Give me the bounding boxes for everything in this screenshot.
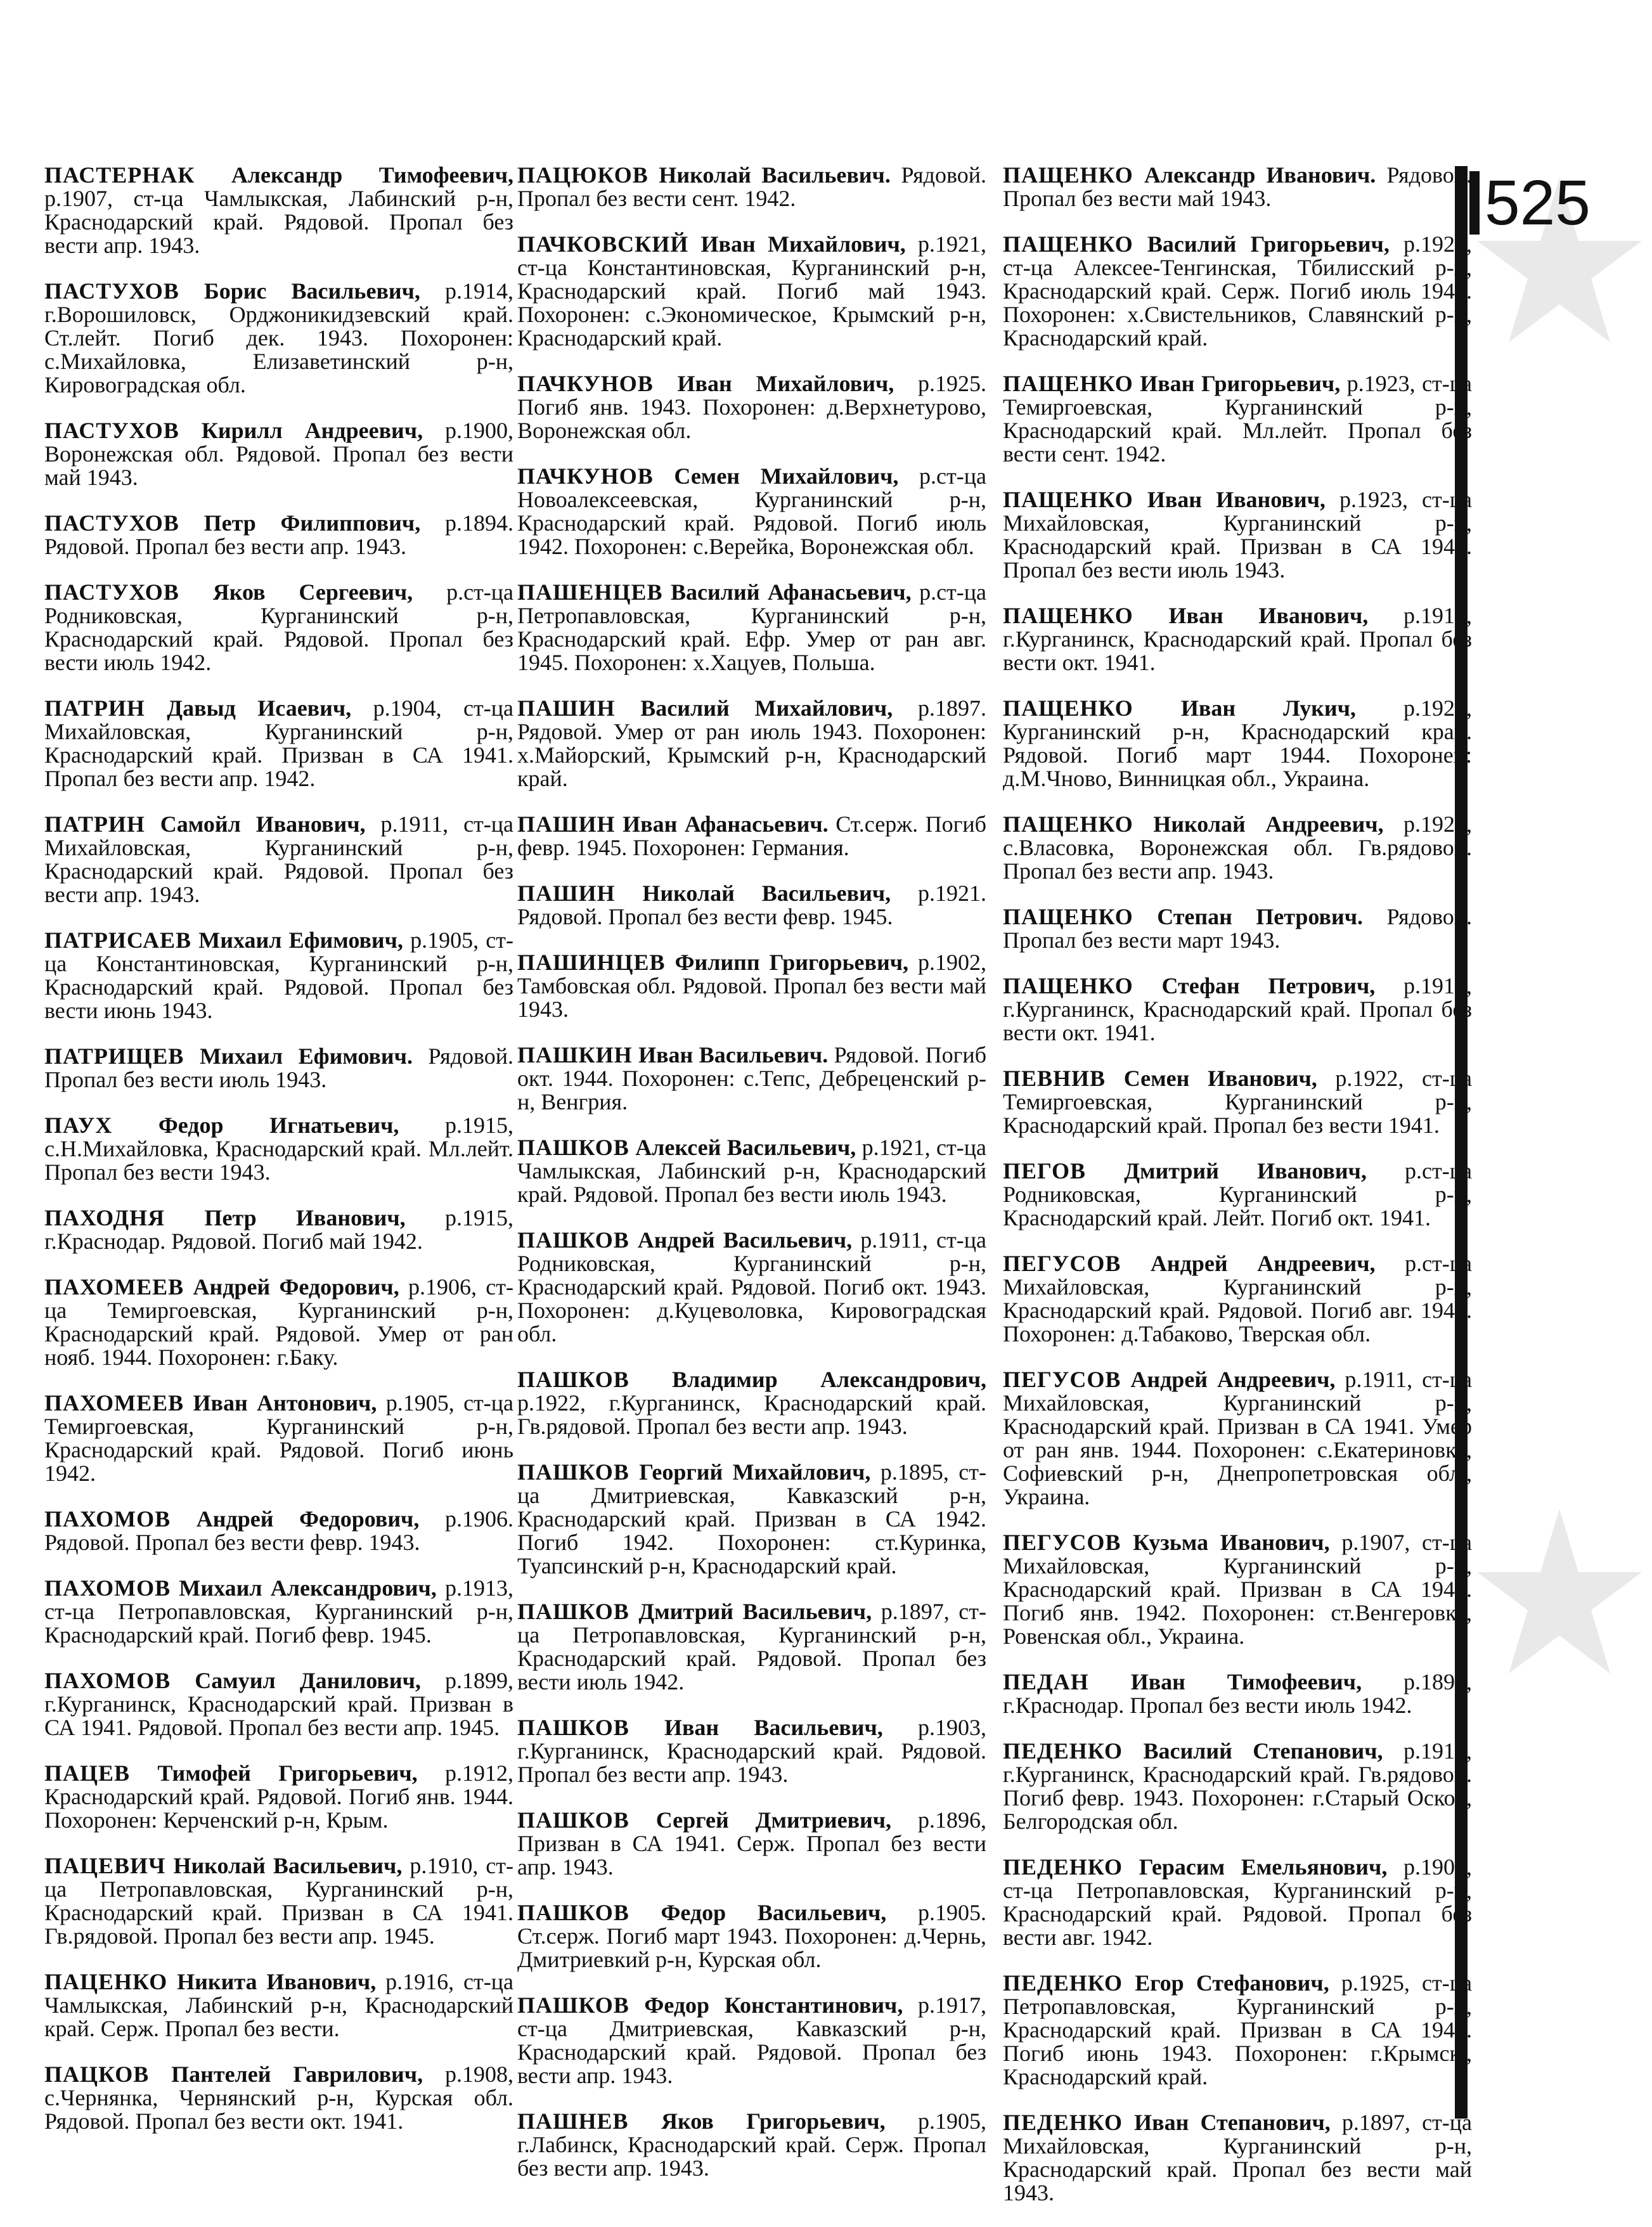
entry-given-names: Михаил Александрович, [179, 1575, 437, 1601]
entry-surname: ПАЩЕНКО [1003, 695, 1133, 721]
memorial-entry [517, 951, 986, 1021]
entry-details: р.1905, ст-ца Темиргоевская, Курганинский р-н, Краснодарский край. Рядовой. Погиб июнь 1942. [44, 1390, 514, 1486]
entry-details: Рядовой. Пропал без вести сент. 1942. [517, 162, 986, 211]
entry-given-names: Александр Тимофеевич, [231, 162, 513, 188]
entry-details: р.1911, ст-ца Михайловская, Курганинский р-н, Краснодарский край. Рядовой. Пропал без вести апр. 1943. [44, 811, 514, 907]
entry-given-names: Андрей Андреевич, [1150, 1251, 1376, 1276]
entry-given-names: Петр Иванович, [204, 1205, 406, 1230]
memorial-entry [44, 419, 513, 489]
memorial-entry [1003, 164, 1472, 210]
entry-details: р.1922, г.Курганинск, Краснодарский край. Гв.рядовой. Пропал без вести апр. 1943. [517, 1390, 986, 1439]
entry-surname: ПАЩЕНКО [1003, 371, 1133, 396]
memorial-entry [44, 512, 513, 558]
entry-given-names: Николай Васильевич, [642, 881, 891, 906]
memorial-entry [1003, 1531, 1472, 1648]
entry-surname: ПАСТЕРНАК [44, 162, 195, 188]
entry-surname: ПАХОМЕЕВ [44, 1274, 184, 1300]
memorial-entry [44, 1854, 513, 1948]
entry-surname: ПАСТУХОВ [44, 579, 179, 605]
entry-given-names: Иван Васильевич. [638, 1042, 829, 1068]
entry-given-names: Степан Петрович. [1157, 904, 1364, 929]
entry-details: р.1925, ст-ца Петропавловская, Курганинский р-н, Краснодарский край. Призван в СА 1943. Погиб июнь 1943. Похоронен: г.Крымск., Краснодарский край. [1003, 1970, 1473, 2089]
entry-details: р.ст-ца Петропавловская, Курганинский р-н, Краснодарский край. Ефр. Умер от ран авг. 1945. Похоронен: х.Хацуев, Польша. [517, 579, 987, 675]
entry-given-names: Николай Андреевич, [1153, 811, 1384, 837]
memorial-entry [517, 581, 986, 675]
entry-given-names: Стефан Петрович, [1161, 973, 1376, 998]
entry-given-names: Самойл Иванович, [160, 811, 366, 837]
memorial-entry [44, 581, 513, 675]
memorial-entry [44, 2063, 513, 2133]
entry-details: р.ст-ца Михайловская, Курганинский р-н, Краснодарский край. Рядовой. Погиб авг. 1942. Похоронен: д.Табаково, Тверская обл. [1003, 1251, 1473, 1346]
entry-surname: ПАЩЕНКО [1003, 811, 1133, 837]
entry-given-names: Герасим Емельянович, [1139, 1854, 1388, 1880]
entry-surname: ПАЦЕВ [44, 1760, 131, 1786]
memorial-entry [517, 1716, 986, 1786]
memorial-entry [1003, 1972, 1472, 2089]
entry-surname: ПАШКОВ [517, 1900, 629, 1925]
entry-given-names: Федор Игнатьевич, [158, 1113, 399, 1138]
entry-surname: ПАЧКУНОВ [517, 463, 654, 489]
entry-details: р.1921, ст-ца Чамлыкская, Лабинский р-н, Краснодарский край. Рядовой. Пропал без вести июль 1943. [517, 1135, 986, 1207]
entry-surname: ПЕГУСОВ [1003, 1530, 1121, 1555]
entry-details: р.ст-ца Родниковская, Курганинский р-н, Краснодарский край. Лейт. Погиб окт. 1941. [1003, 1158, 1472, 1230]
entry-details: р.1912, г.Курганинск, Краснодарский край. Гв.рядовой. Погиб февр. 1943. Похоронен: г.Старый Оскол, Белгородская обл. [1003, 1738, 1472, 1834]
memorial-entry [44, 697, 513, 791]
memorial-entry [1003, 697, 1472, 791]
entry-details: р.1923, ст-ца Михайловская, Курганинский р-н, Краснодарский край. Призван в СА 1941. Пропал без вести июль 1943. [1003, 487, 1472, 583]
entry-given-names: Василий Афанасьевич, [671, 579, 912, 605]
entry-surname: ПАЦЮКОВ [517, 162, 649, 188]
memorial-entry [44, 1507, 513, 1554]
entry-surname: ПАХОМОВ [44, 1506, 171, 1532]
memorial-entry [1003, 1252, 1472, 1346]
memorial-entry [1003, 1856, 1472, 1949]
entry-details: р.1906, ст-ца Темиргоевская, Курганинский р-н, Краснодарский край. Рядовой. Умер от ран нояб. 1944. Похоронен: г.Баку. [44, 1274, 514, 1370]
entry-surname: ПЕДЕНКО [1003, 2110, 1123, 2135]
entry-surname: ПАХОМОВ [44, 1668, 171, 1693]
entry-details: р.1908, с.Чернянка, Чернянский р-н, Курская обл. Рядовой. Пропал без вести окт. 1941. [44, 2062, 514, 2134]
memorial-entry [1003, 233, 1472, 350]
memorial-entry [44, 1391, 513, 1485]
entry-given-names: Сергей Дмитриевич, [655, 1807, 892, 1833]
entry-surname: ПАШКИН [517, 1042, 633, 1068]
entry-details: р.1917, ст-ца Дмитриевская, Кавказский р-н, Краснодарский край. Рядовой. Пропал без вести апр. 1943. [517, 1992, 986, 2088]
entry-given-names: Иван Григорьевич, [1140, 371, 1341, 396]
entry-details: Рядовой. Пропал без вести май 1943. [1003, 162, 1473, 211]
entry-surname: ПАШКОВ [517, 1807, 629, 1833]
entry-given-names: Иван Михайлович, [677, 371, 894, 396]
entry-given-names: Тимофей Григорьевич, [157, 1760, 418, 1786]
entry-surname: ПАШИН [517, 881, 616, 906]
memorial-entry [517, 372, 986, 442]
entry-surname: ПЕДЕНКО [1003, 1970, 1123, 1996]
memorial-entry [517, 1901, 986, 1972]
entry-details: р.1903, г.Курганинск, Краснодарский край. Рядовой. Пропал без вести апр. 1943. [517, 1715, 986, 1787]
entry-surname: ПАШИН [517, 811, 616, 837]
entry-details: р.1910, г.Курганинск, Краснодарский край. Пропал без вести окт. 1941. [1003, 603, 1473, 675]
entry-given-names: Дмитрий Иванович, [1124, 1158, 1367, 1184]
entry-details: р.1922, ст-ца Темиргоевская, Курганинский р-н, Краснодарский край. Пропал без вести 1941. [1003, 1066, 1472, 1138]
entry-details: р.1915, с.Н.Михайловка, Краснодарский край. Мл.лейт. Пропал без вести 1943. [44, 1113, 513, 1185]
entry-surname: ПАШИН [517, 695, 616, 721]
entry-given-names: Иван Афанасьевич. [623, 811, 829, 837]
entry-surname: ПАХОМЕЕВ [44, 1390, 184, 1416]
entry-given-names: Иван Иванович, [1168, 603, 1369, 628]
entry-given-names: Андрей Федорович, [193, 1274, 399, 1300]
memorial-entry [517, 1600, 986, 1694]
memorial-entry [1003, 1159, 1472, 1230]
page-number: 525 [1485, 167, 1591, 238]
entry-surname: ПАХОМОВ [44, 1575, 171, 1601]
memorial-entry [517, 1809, 986, 1879]
entry-details: р.ст-ца Родниковская, Курганинский р-н, Краснодарский край. Рядовой. Пропал без вести июль 1942. [44, 579, 514, 675]
entry-given-names: Пантелей Гаврилович, [171, 2062, 423, 2087]
memorial-entry [44, 1206, 513, 1253]
memorial-entry [1003, 1368, 1472, 1509]
memorial-entry [44, 813, 513, 907]
entry-given-names: Петр Филиппович, [203, 510, 421, 536]
entry-surname: ПАЩЕНКО [1003, 487, 1133, 512]
memorial-entry [44, 1577, 513, 1647]
entry-surname: ПАЩЕНКО [1003, 904, 1133, 929]
memorial-entry [44, 1114, 513, 1184]
memorial-entry [1003, 1670, 1472, 1717]
entry-details: р.1910, г.Курганинск, Краснодарский край. Пропал без вести окт. 1941. [1003, 973, 1473, 1045]
entry-surname: ПЕГУСОВ [1003, 1251, 1121, 1276]
memorial-entry [44, 1762, 513, 1832]
entry-given-names: Алексей Васильевич, [635, 1135, 856, 1160]
entry-details: р.1911, ст-ца Родниковская, Курганинский р-н, Краснодарский край. Рядовой. Погиб окт. 1943. Похоронен: д.Куцеволовка, Кировоградская обл. [517, 1227, 986, 1346]
memorial-entry [1003, 2111, 1472, 2205]
memorial-entry [44, 929, 513, 1023]
entry-given-names: Яков Григорьевич, [661, 2108, 886, 2134]
entry-surname: ПАШКОВ [517, 1367, 629, 1392]
entry-given-names: Егор Стефанович, [1135, 1970, 1329, 1996]
entry-details: р.1897. Рядовой. Умер от ран июль 1943. Похоронен: х.Майорский, Крымский р-н, Краснодарский край. [517, 695, 986, 791]
entry-surname: ПАШНЕВ [517, 2108, 629, 2134]
entry-surname: ПАШКОВ [517, 1227, 629, 1253]
entry-surname: ПАСТУХОВ [44, 418, 179, 443]
memorial-entry [517, 233, 986, 350]
entry-details: р.1897, ст-ца Михайловская, Курганинский р-н, Краснодарский край. Пропал без вести май 1943. [1003, 2110, 1473, 2205]
entry-details: Ст.серж. Погиб февр. 1945. Похоронен: Германия. [517, 811, 986, 860]
memorial-entry [1003, 813, 1472, 883]
entry-given-names: Андрей Васильевич, [637, 1227, 853, 1253]
memorial-entry [1003, 488, 1472, 582]
entry-details: Рядовой. Погиб окт. 1944. Похоронен: с.Тепс, Дебреценский р-н, Венгрия. [517, 1042, 987, 1114]
entry-details: Рядовой. Пропал без вести июль 1943. [44, 1043, 514, 1092]
entry-surname: ПЕГОВ [1003, 1158, 1087, 1184]
memorial-entry [517, 1994, 986, 2088]
memorial-entry [1003, 974, 1472, 1045]
entry-given-names: Иван Иванович, [1147, 487, 1326, 512]
entry-details: р.1907, ст-ца Михайловская, Курганинский р-н, Краснодарский край. Призван в СА 1941. Погиб янв. 1942. Похоронен: ст.Венгеровка, Ровенская обл., Украина. [1003, 1530, 1473, 1649]
entry-given-names: Василий Григорьевич, [1147, 231, 1390, 257]
entry-surname: ПАЧКУНОВ [517, 371, 654, 396]
entry-given-names: Василий Михайлович, [640, 695, 893, 721]
entry-details: р.1925, с.Власовка, Воронежская обл. Гв.рядовой. Пропал без вести апр. 1943. [1003, 811, 1473, 884]
entry-details: р.1913, ст-ца Петропавловская, Курганинский р-н, Краснодарский край. Погиб февр. 1945. [44, 1575, 514, 1648]
memorial-entry [517, 1229, 986, 1346]
entry-details: р.1896, г.Краснодар. Пропал без вести июль 1942. [1003, 1669, 1472, 1718]
entry-given-names: Михаил Ефимович. [199, 1043, 413, 1069]
entry-details: р.1900, Воронежская обл. Рядовой. Пропал без вести май 1943. [44, 418, 514, 490]
entry-given-names: Василий Степанович, [1143, 1738, 1383, 1764]
entry-details: р.1916, ст-ца Чамлыкская, Лабинский р-н, Краснодарский край. Серж. Пропал без вести. [44, 1969, 513, 2041]
memorial-entry [44, 1669, 513, 1740]
entry-details: р.1914, г.Ворошиловск, Орджоникидзевский край. Ст.лейт. Погиб дек. 1943. Похоронен: с.Михайловка, Елизаветинский р-н, Кировоградская обл. [44, 278, 513, 397]
entry-details: р.1902, Тамбовская обл. Рядовой. Пропал без вести май 1943. [517, 950, 987, 1022]
entry-given-names: Семен Иванович, [1123, 1066, 1317, 1091]
entry-given-names: Андрей Андреевич, [1130, 1367, 1336, 1392]
entry-given-names: Иван Антонович, [193, 1390, 377, 1416]
entry-given-names: Александр Иванович. [1144, 162, 1376, 188]
entry-details: р.1899, г.Курганинск, Краснодарский край. Призван в СА 1941. Рядовой. Пропал без вести апр. 1945. [44, 1668, 513, 1740]
entry-given-names: Николай Васильевич, [173, 1853, 403, 1878]
entry-surname: ПАТРИЩЕВ [44, 1043, 184, 1069]
entry-details: р.1905, г.Лабинск, Краснодарский край. Серж. Пропал без вести апр. 1943. [517, 2108, 987, 2181]
entry-surname: ПАСТУХОВ [44, 510, 179, 536]
entry-surname: ПАШКОВ [517, 1459, 629, 1485]
entry-given-names: Самуил Данилович, [195, 1668, 421, 1693]
entry-details: р.1895, ст-ца Дмитриевская, Кавказский р-н, Краснодарский край. Призван в СА 1942. Погиб 1942. Похоронен: ст.Куринка, Туапсинский р-н, Краснодарский край. [517, 1459, 986, 1578]
entry-details: р.1923, ст-ца Темиргоевская, Курганинский р-н, Краснодарский край. Мл.лейт. Пропал без вести сент. 1942. [1003, 371, 1473, 467]
entry-surname: ПЕГУСОВ [1003, 1367, 1121, 1392]
column-middle [517, 164, 986, 2202]
entry-surname: ПАУХ [44, 1113, 113, 1138]
memorial-entry [517, 697, 986, 791]
entry-given-names: Борис Васильевич, [203, 278, 420, 304]
entry-details: р.1911, ст-ца Михайловская, Курганинский р-н, Краснодарский край. Призван в СА 1941. Умер от ран янв. 1944. Похоронен: с.Екатериновка, Софиевский р-н, Днепропетровская обл., Украина. [1003, 1367, 1473, 1509]
memorial-entry [1003, 1740, 1472, 1833]
entry-given-names: Филипп Григорьевич, [674, 950, 909, 975]
entry-details: р.1905. Ст.серж. Погиб март 1943. Похоронен: д.Чернь, Дмитриевкий р-н, Курская обл. [517, 1900, 987, 1972]
entry-surname: ПАЩЕНКО [1003, 162, 1133, 188]
entry-details: р.1915, г.Краснодар. Рядовой. Погиб май 1942. [44, 1205, 513, 1254]
entry-given-names: Дмитрий Васильевич, [638, 1599, 872, 1624]
entry-details: Рядовой. Пропал без вести март 1943. [1003, 904, 1473, 953]
entry-given-names: Николай Васильевич. [659, 162, 891, 188]
entry-given-names: Давыд Исаевич, [167, 695, 352, 721]
entry-surname: ПАСТУХОВ [44, 278, 179, 304]
entry-given-names: Кузьма Иванович, [1133, 1530, 1330, 1555]
entry-surname: ПЕДЕНКО [1003, 1854, 1123, 1880]
entry-details: р.1905, ст-ца Константиновская, Курганинский р-н, Краснодарский край. Рядовой. Пропал без вести июнь 1943. [44, 927, 514, 1023]
memorial-entry [517, 1043, 986, 1114]
entry-surname: ПАТРИН [44, 811, 145, 837]
entry-details: р.1904, ст-ца Михайловская, Курганинский р-н, Краснодарский край. Призван в СА 1941. Пропал без вести апр. 1942. [44, 695, 513, 791]
entry-surname: ПАШИНЦЕВ [517, 950, 666, 975]
entry-surname: ПАТРИН [44, 695, 145, 721]
memorial-entry [517, 164, 986, 210]
entry-given-names: Георгий Михайлович, [639, 1459, 871, 1485]
entry-surname: ПАХОДНЯ [44, 1205, 165, 1230]
entry-surname: ПАЦЕВИЧ [44, 1853, 166, 1878]
memorial-entry [1003, 372, 1472, 466]
memorial-entry [517, 813, 986, 860]
entry-surname: ПАЩЕНКО [1003, 973, 1133, 998]
entry-given-names: Михаил Ефимович, [198, 927, 403, 953]
entry-surname: ПЕВНИВ [1003, 1066, 1106, 1091]
memorial-entry [44, 1045, 513, 1092]
entry-details: р.1896, Призван в СА 1941. Серж. Пропал без вести апр. 1943. [517, 1807, 986, 1880]
entry-details: р.1924, Курганинский р-н, Краснодарский край. Рядовой. Погиб март 1944. Похоронен: д.М.Чново, Винницкая обл., Украина. [1003, 695, 1472, 791]
column-left [44, 164, 513, 2155]
entry-given-names: Яков Сергеевич, [212, 579, 413, 605]
memorial-entry [517, 1136, 986, 1206]
entry-details: р.1924, ст-ца Алексее-Тенгинская, Тбилисский р-н, Краснодарский край. Серж. Погиб июль 1943. Похоронен: х.Свистельников, Славянский р-н, Краснодарский край. [1003, 231, 1473, 351]
entry-details: р.1901, ст-ца Петропавловская, Курганинский р-н, Краснодарский край. Рядовой. Пропал без вести авг. 1942. [1003, 1854, 1472, 1950]
entry-details: р.1921, ст-ца Константиновская, Курганинский р-н, Краснодарский край. Погиб май 1943. Похоронен: с.Экономическое, Крымский р-н, Краснодарский край. [517, 231, 986, 351]
entry-details: р.1907, ст-ца Чамлыкская, Лабинский р-н, Краснодарский край. Рядовой. Пропал без вести апр. 1943. [44, 186, 513, 258]
entry-surname: ПАШКОВ [517, 1715, 629, 1740]
memorial-entry [44, 164, 513, 257]
entry-given-names: Федор Константинович, [644, 1992, 903, 2018]
entry-given-names: Иван Лукич, [1180, 695, 1356, 721]
memorial-entry [1003, 1067, 1472, 1137]
entry-details: р.1894. Рядовой. Пропал без вести апр. 1943. [44, 510, 514, 559]
entry-surname: ПАЦКОВ [44, 2062, 150, 2087]
entry-surname: ПАЩЕНКО [1003, 603, 1133, 628]
entry-surname: ПАЧКОВСКИЙ [517, 231, 689, 257]
memorial-entry [1003, 604, 1472, 675]
memorial-entry [517, 1368, 986, 1438]
memorial-entry [44, 280, 513, 397]
watermark-star-icon [1471, 139, 1648, 2168]
entry-details: р.1925. Погиб янв. 1943. Похоронен: д.Верхнетурово, Воронежская обл. [517, 371, 986, 443]
entry-given-names: Федор Васильевич, [661, 1900, 887, 1925]
entry-given-names: Андрей Федорович, [196, 1506, 420, 1532]
entry-details: р.ст-ца Новоалексеевская, Курганинский р-н, Краснодарский край. Рядовой. Погиб июль 1942. Похоронен: с.Верейка, Воронежская обл. [517, 463, 986, 559]
column-right [1003, 164, 1472, 2227]
entry-details: р.1912, Краснодарский край. Рядовой. Погиб янв. 1944. Похоронен: Керченский р-н, Крым. [44, 1760, 514, 1833]
entry-given-names: Иван Тимофеевич, [1130, 1669, 1362, 1694]
entry-details: р.1921. Рядовой. Пропал без вести февр. 1945. [517, 881, 986, 929]
entry-details: р.1906. Рядовой. Пропал без вести февр. 1943. [44, 1506, 513, 1555]
entry-surname: ПАШКОВ [517, 1992, 629, 2018]
entry-details: р.1910, ст-ца Петропавловская, Курганинский р-н, Краснодарский край. Призван в СА 1941. Гв.рядовой. Пропал без вести апр. 1945. [44, 1853, 513, 1949]
entry-surname: ПАЦЕНКО [44, 1969, 168, 1994]
entry-surname: ПАЩЕНКО [1003, 231, 1133, 257]
entry-surname: ПЕДАН [1003, 1669, 1089, 1694]
entry-surname: ПЕДЕНКО [1003, 1738, 1123, 1764]
memorial-entry [44, 1275, 513, 1369]
memorial-entry [1003, 905, 1472, 952]
entry-given-names: Семен Михайлович, [674, 463, 899, 489]
entry-given-names: Владимир Александрович, [672, 1367, 986, 1392]
memorial-entry [517, 465, 986, 558]
entry-details: р.1897, ст-ца Петропавловская, Курганинский р-н, Краснодарский край. Рядовой. Пропал без вести июль 1942. [517, 1599, 986, 1694]
entry-given-names: Кирилл Андреевич, [201, 418, 423, 443]
entry-given-names: Никита Иванович, [177, 1969, 377, 1994]
memorial-entry [517, 1461, 986, 1578]
entry-surname: ПАШКОВ [517, 1135, 629, 1160]
entry-given-names: Иван Михайлович, [700, 231, 906, 257]
entry-given-names: Иван Степанович, [1134, 2110, 1331, 2135]
entry-surname: ПАШЕНЦЕВ [517, 579, 663, 605]
entry-surname: ПАШКОВ [517, 1599, 629, 1624]
entry-surname: ПАТРИСАЕВ [44, 927, 192, 953]
memorial-entry [44, 1970, 513, 2041]
entry-given-names: Иван Васильевич, [664, 1715, 883, 1740]
memorial-entry [517, 2110, 986, 2180]
memorial-entry [517, 882, 986, 929]
